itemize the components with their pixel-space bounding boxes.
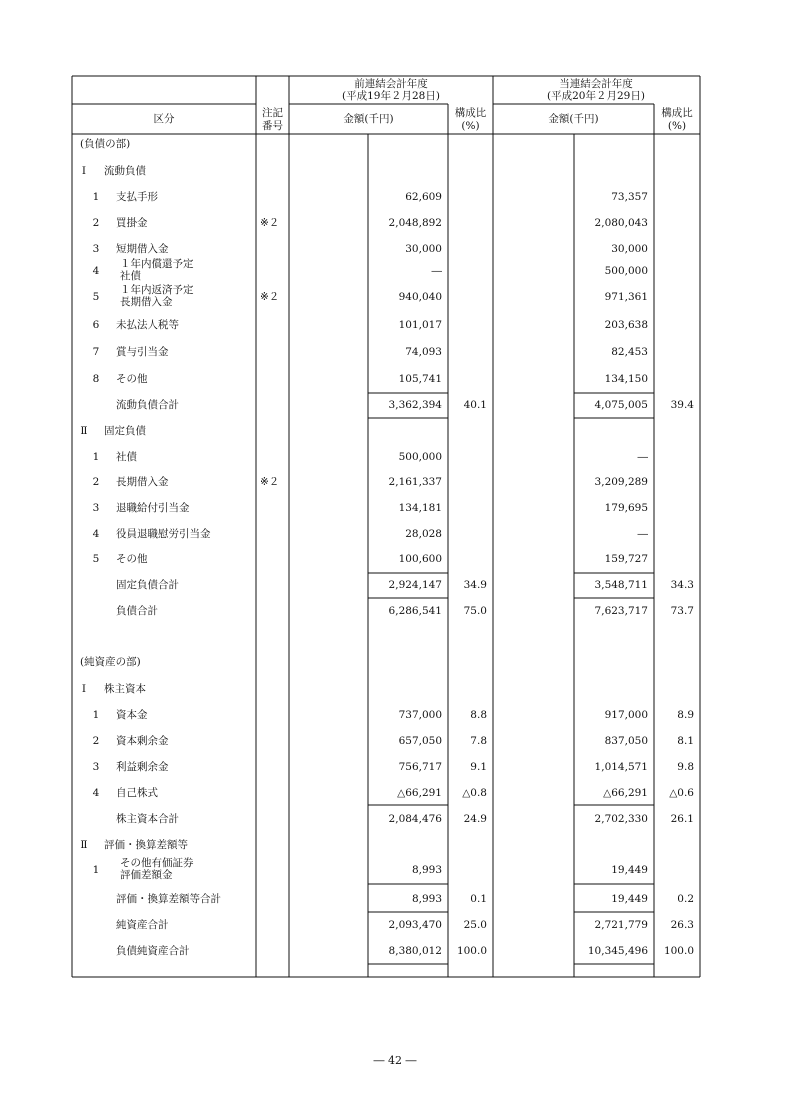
prev-total: 756,717 <box>398 761 442 773</box>
item-label-line2: 評価差額金 <box>120 869 173 881</box>
subtotal-label: 固定負債合計 <box>116 579 179 591</box>
curr-total: △66,291 <box>603 787 648 799</box>
curr-amount: 203,638 <box>604 319 648 331</box>
curr-total: 1,014,571 <box>594 761 648 773</box>
prev-amount: 8,993 <box>411 864 442 876</box>
item-label: その他 <box>116 373 148 385</box>
curr-amount: ― <box>637 451 648 463</box>
item-number: 1 <box>92 709 100 721</box>
prev-amount: 62,609 <box>405 191 442 203</box>
prev-total: 2,084,476 <box>388 813 442 825</box>
prev-total: 8,993 <box>411 893 442 905</box>
item-number: 1 <box>92 864 100 876</box>
curr-period-title: 当連結会計年度 <box>559 78 633 90</box>
prev-amount: 101,017 <box>398 319 442 331</box>
curr-ratio: 8.1 <box>677 735 694 747</box>
curr-amount: 500,000 <box>604 265 648 277</box>
prev-amount: 30,000 <box>405 243 442 255</box>
item-number: 3 <box>92 761 100 773</box>
prev-ratio: 34.9 <box>463 579 487 591</box>
curr-amount: 73,357 <box>611 191 648 203</box>
prev-ratio: 25.0 <box>463 919 487 931</box>
item-number: 3 <box>92 502 100 514</box>
curr-total: 2,702,330 <box>594 813 648 825</box>
item-label: 退職給付引当金 <box>116 502 190 514</box>
prev-total: 2,093,470 <box>388 919 442 931</box>
subtotal-label: 負債純資産合計 <box>116 945 190 957</box>
curr-amount: 159,727 <box>604 553 648 565</box>
prev-amount: 2,048,892 <box>388 217 442 229</box>
prev-total: 2,924,147 <box>388 579 442 591</box>
subtotal-label: 負債合計 <box>116 605 158 617</box>
curr-amount: 971,361 <box>604 291 648 303</box>
item-label: 買掛金 <box>116 217 148 229</box>
note-header-line2: 番号 <box>262 120 283 132</box>
group-numeral: Ⅰ <box>81 165 87 177</box>
group-numeral: Ⅱ <box>80 425 88 437</box>
curr-ratio-header-line1: 構成比 <box>661 107 693 119</box>
prev-total: 3,362,394 <box>388 399 442 411</box>
item-label: 役員退職慰労引当金 <box>116 528 211 540</box>
group-label: 流動負債 <box>104 165 146 177</box>
prev-ratio: 75.0 <box>463 605 487 617</box>
curr-amount: 134,150 <box>604 373 648 385</box>
curr-ratio: 9.8 <box>677 761 694 773</box>
curr-ratio: 26.3 <box>670 919 694 931</box>
item-label-line2: 長期借入金 <box>120 296 173 308</box>
curr-amount: 3,209,289 <box>594 476 648 488</box>
prev-ratio: 40.1 <box>463 399 487 411</box>
group-label: 株主資本 <box>104 683 146 695</box>
item-label: 短期借入金 <box>116 243 169 255</box>
subtotal-label: 純資産合計 <box>116 919 169 931</box>
prev-ratio: △0.8 <box>462 787 487 799</box>
prev-total: 657,050 <box>398 735 442 747</box>
curr-ratio: △0.6 <box>669 787 694 799</box>
prev-amount: 940,040 <box>398 291 442 303</box>
subtotal-label: 株主資本合計 <box>116 813 179 825</box>
item-number: 2 <box>92 217 100 229</box>
item-label: 支払手形 <box>116 191 158 203</box>
subtotal-label: 流動負債合計 <box>116 399 179 411</box>
group-numeral: Ⅱ <box>80 839 88 851</box>
prev-total: 6,286,541 <box>388 605 442 617</box>
prev-amount: 134,181 <box>398 502 442 514</box>
note-ref: ※２ <box>260 217 280 229</box>
curr-ratio: 73.7 <box>670 605 694 617</box>
item-number: 4 <box>92 787 100 799</box>
note-header-line1: 注記 <box>262 107 283 119</box>
curr-amount: 30,000 <box>611 243 648 255</box>
prev-ratio: 100.0 <box>456 945 487 957</box>
prev-ratio: 8.8 <box>470 709 487 721</box>
prev-amount: 74,093 <box>405 346 442 358</box>
curr-amount: 2,080,043 <box>594 217 648 229</box>
prev-amount: 105,741 <box>398 373 442 385</box>
item-number: 4 <box>92 528 100 540</box>
item-label-line2: 社債 <box>120 270 141 282</box>
item-label: 資本金 <box>116 709 148 721</box>
prev-total: 737,000 <box>398 709 442 721</box>
curr-total: 7,623,717 <box>594 605 648 617</box>
item-number: 5 <box>92 291 100 303</box>
item-number: 8 <box>92 373 100 385</box>
prev-ratio: 9.1 <box>470 761 487 773</box>
prev-amount-header: 金額(千円) <box>343 113 394 125</box>
note-ref: ※２ <box>260 476 280 488</box>
curr-total: 3,548,711 <box>594 579 648 591</box>
item-label: その他有価証券 <box>120 857 194 869</box>
curr-ratio: 39.4 <box>670 399 694 411</box>
item-number: 1 <box>92 191 100 203</box>
group-label: 固定負債 <box>104 425 146 437</box>
prev-amount: 100,600 <box>398 553 442 565</box>
category-header: 区分 <box>153 113 175 125</box>
curr-total: 4,075,005 <box>594 399 648 411</box>
curr-ratio: 0.2 <box>677 893 694 905</box>
item-label: 利益剰余金 <box>116 761 169 773</box>
page-number: ― 42 ― <box>373 1054 417 1067</box>
item-number: 2 <box>92 735 100 747</box>
curr-period-date: (平成20年２月29日) <box>547 90 645 102</box>
item-number: 2 <box>92 476 100 488</box>
item-label: 長期借入金 <box>116 476 169 488</box>
prev-ratio: 7.8 <box>470 735 487 747</box>
item-number: 3 <box>92 243 100 255</box>
prev-total: △66,291 <box>397 787 442 799</box>
item-number: 4 <box>92 265 100 277</box>
prev-period-date: (平成19年２月28日) <box>342 90 440 102</box>
prev-amount: ― <box>431 265 442 277</box>
item-label: 社債 <box>116 451 137 463</box>
curr-amount: 82,453 <box>611 346 648 358</box>
item-label: １年内返済予定 <box>120 284 194 296</box>
curr-total: 10,345,496 <box>587 945 648 957</box>
curr-ratio: 8.9 <box>677 709 694 721</box>
prev-ratio-header-line2: (%) <box>461 120 480 132</box>
item-label: その他 <box>116 553 148 565</box>
curr-total: 917,000 <box>604 709 648 721</box>
prev-ratio: 24.9 <box>463 813 487 825</box>
group-numeral: Ⅰ <box>81 683 87 695</box>
item-label: 自己株式 <box>116 787 158 799</box>
item-number: 5 <box>92 553 100 565</box>
section-heading: (純資産の部) <box>80 656 141 668</box>
prev-amount: 500,000 <box>398 451 442 463</box>
item-label: 賞与引当金 <box>116 346 169 358</box>
item-label: １年内償還予定 <box>120 258 194 270</box>
prev-amount: 28,028 <box>405 528 442 540</box>
group-label: 評価・換算差額等 <box>104 839 188 851</box>
curr-amount-header: 金額(千円) <box>548 113 599 125</box>
prev-ratio: 0.1 <box>470 893 487 905</box>
note-ref: ※２ <box>260 291 280 303</box>
curr-amount: 179,695 <box>604 502 648 514</box>
curr-amount: ― <box>637 528 648 540</box>
item-label: 未払法人税等 <box>116 319 179 331</box>
curr-total: 837,050 <box>604 735 648 747</box>
prev-total: 8,380,012 <box>388 945 442 957</box>
item-number: 1 <box>92 451 100 463</box>
prev-amount: 2,161,337 <box>388 476 442 488</box>
curr-ratio: 34.3 <box>670 579 694 591</box>
subtotal-label: 評価・換算差額等合計 <box>116 893 221 905</box>
prev-period-title: 前連結会計年度 <box>354 78 428 90</box>
curr-ratio: 100.0 <box>663 945 694 957</box>
curr-ratio: 26.1 <box>670 813 694 825</box>
curr-ratio-header-line2: (%) <box>667 120 687 132</box>
prev-ratio-header-line1: 構成比 <box>454 107 487 119</box>
item-number: 7 <box>92 346 100 358</box>
curr-total: 19,449 <box>611 893 648 905</box>
item-label: 資本剰余金 <box>116 735 169 747</box>
item-number: 6 <box>92 319 100 331</box>
curr-amount: 19,449 <box>611 864 648 876</box>
section-heading: (負債の部) <box>80 138 131 150</box>
curr-total: 2,721,779 <box>594 919 648 931</box>
